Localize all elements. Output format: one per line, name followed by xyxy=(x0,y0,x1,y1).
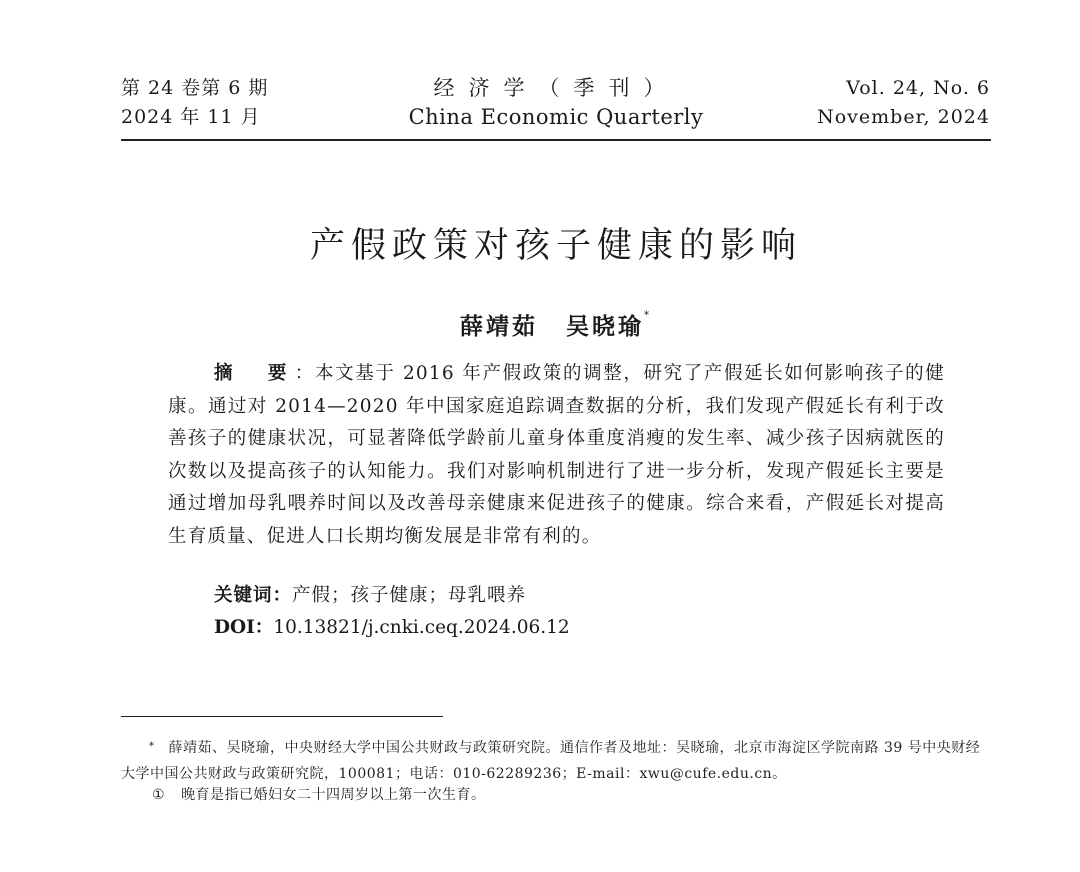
footnote-mark: ① xyxy=(152,787,166,803)
issue-date: 2024 年 11 月 xyxy=(121,106,261,128)
author-list xyxy=(0,308,1080,341)
journal-name-en: China Economic Quarterly xyxy=(408,105,704,129)
doi-label: DOI： xyxy=(214,617,274,638)
author-name: 薛靖茹 xyxy=(460,313,538,340)
journal-name-cn: 经济学（季刊） xyxy=(433,76,679,100)
footnote-mark: * xyxy=(149,741,155,752)
footnote-text: 晚育是指已婚妇女二十四周岁以上第一次生育。 xyxy=(181,787,486,803)
footnote-author xyxy=(121,736,981,787)
issue-date-en: November, 2024 xyxy=(817,106,990,128)
doi-text: 10.13821/j.cnki.ceq.2024.06.12 xyxy=(273,617,570,638)
issue-volume-en: Vol. 24, No. 6 xyxy=(846,77,990,99)
footnote-1 xyxy=(152,783,486,808)
footnote-rule xyxy=(121,716,443,717)
author-name: 吴晓瑜 xyxy=(566,313,644,340)
keywords-text: 产假；孩子健康；母乳喂养 xyxy=(292,585,527,606)
abstract-label: 摘 要 xyxy=(214,363,295,384)
issue-info-en xyxy=(817,74,990,132)
keywords xyxy=(214,581,526,611)
paper-title: 产假政策对孩子健康的影响 xyxy=(309,226,802,266)
footnote-mark: * xyxy=(644,310,652,321)
footnote-text: 薛靖茹、吴晓瑜，中央财经大学中国公共财政与政策研究院。通信作者及地址：吴晓瑜，北京市海淀区学院南路 39 号中央财经大学中国公共财政与政策研究院，100081；电话：010-62289236；E-mail：xwu@cufe.edu.cn。 xyxy=(121,740,981,782)
abstract-text: 本文基于 2016 年产假政策的调整，研究了产假延长如何影响孩子的健康。通过对 2014—2020 年中国家庭追踪调查数据的分析，我们发现产假延长有利于改善孩子的健康状况，可显著降低学龄前儿童身体重度消瘦的发生率、减少孩子因病就医的次数以及提高孩子的认知能力。我们对影响机制进行了进一步分析，发现产假延长主要是通过增加母乳喂养时间以及改善母亲健康来促进孩子的健康。综合来看，产假延长对提高生育质量、促进人口长期均衡发展是非常有利的。 xyxy=(168,363,945,547)
abstract: 摘 要：本文基于 2016 年产假政策的调整，研究了产假延长如何影响孩子的健康。通过对 2014—2020 年中国家庭追踪调查数据的分析，我们发现产假延长有利于改善孩子的健康状况，可显著降低学龄前儿童身体重度消瘦的发生率、减少孩子因病就医的次数以及提高孩子的认知能力。我们对影响机制进行了进一步分析，发现产假延长主要是通过增加母乳喂养时间以及改善母亲健康来促进孩子的健康。综合来看，产假延长对提高生育质量、促进人口长期均衡发展是非常有利的。 xyxy=(168,363,945,547)
keywords-label: 关键词： xyxy=(214,585,293,606)
issue-volume: 第 24 卷第 6 期 xyxy=(121,77,269,99)
doi xyxy=(214,613,570,643)
header-rule xyxy=(121,139,991,141)
